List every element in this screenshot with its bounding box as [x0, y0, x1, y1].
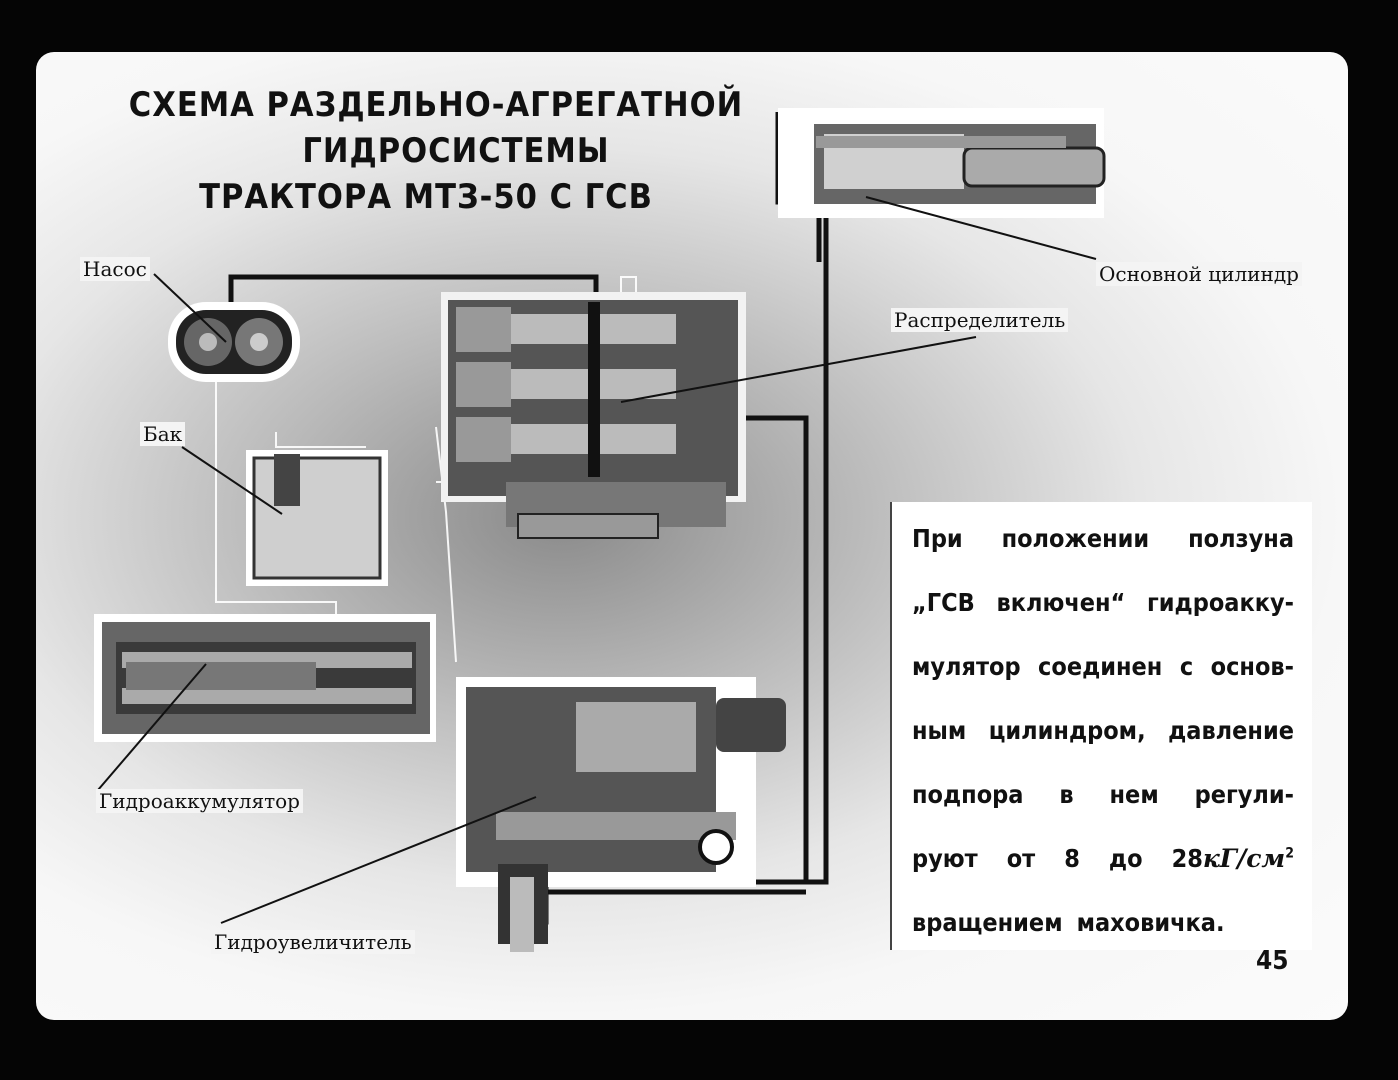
label-distributor: Распределитель — [891, 308, 1068, 332]
label-tank: Бак — [140, 422, 185, 446]
pressure-value: $28кГ/см^2$ — [1171, 844, 1294, 873]
description-line-4: ным цилиндром, давление — [912, 716, 1294, 745]
description-line-7: вращением маховичка. — [912, 908, 1225, 937]
page-title — [106, 82, 806, 220]
label-pump: Насос — [80, 257, 150, 281]
description-line-6: руют от 8 до $28кГ/см^2$ — [912, 844, 1294, 873]
label-booster: Гидроувеличитель — [211, 930, 415, 954]
booster-unit — [456, 677, 786, 952]
main-cylinder-unit — [778, 108, 1104, 218]
title-line-2: ГИДРОСИСТЕМЫ — [302, 131, 610, 171]
title-line-1: СХЕМА РАЗДЕЛЬНО-АГРЕГАТНОЙ — [128, 85, 744, 125]
tank-unit — [246, 450, 388, 586]
accumulator-unit — [94, 614, 436, 742]
title-line-3: ТРАКТОРА МТЗ-50 С ГСВ — [199, 177, 653, 217]
distributor-unit — [441, 292, 746, 538]
description-line-3: мулятор соединен с основ- — [912, 652, 1294, 681]
unit-power: 2 — [1285, 845, 1294, 862]
slide — [36, 52, 1348, 1020]
page-number: 45 — [1256, 946, 1289, 976]
label-main-cylinder: Основной цилиндр — [1096, 262, 1302, 286]
label-accumulator: Гидроаккумулятор — [96, 789, 303, 813]
pressure-unit: кГ/см — [1202, 844, 1286, 873]
description-line-1: При положении ползуна — [912, 524, 1294, 553]
description-line-5: подпора в нем регули- — [912, 780, 1294, 809]
description-panel — [890, 502, 1312, 950]
description-line-2: „ГСВ включен“ гидроакку- — [912, 588, 1294, 617]
pump-unit — [168, 302, 300, 382]
